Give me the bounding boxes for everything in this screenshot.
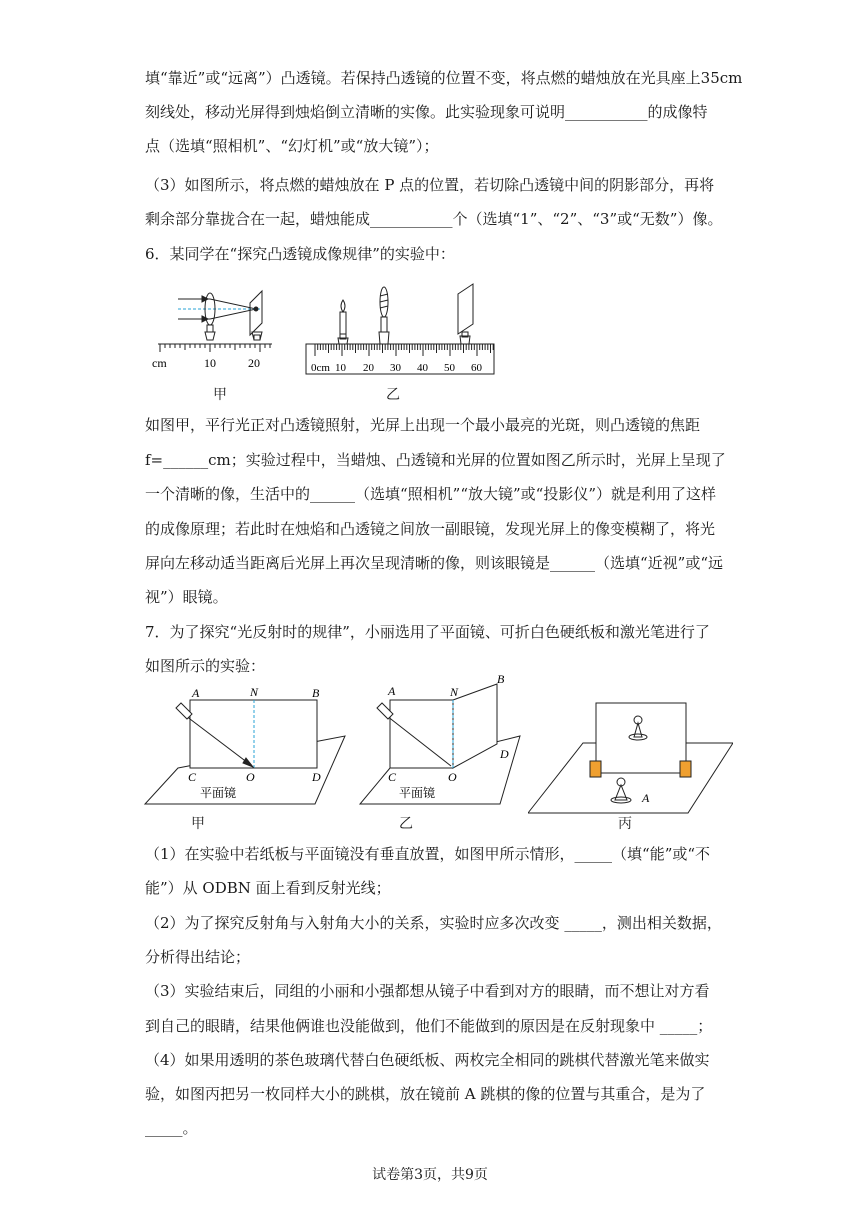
figure-7-jia — [140, 680, 360, 810]
text-line-2: 刻线处，移动光屏得到烛焰倒立清晰的实像。此实验现象可说明___________的成像特 — [145, 103, 708, 121]
question-7-title: 7．为了探究“光反射时的规律”，小丽选用了平面镜、可折白色硬纸板和激光笔进行了 — [145, 623, 710, 641]
label-B: B — [497, 672, 505, 686]
text-line-17: 分析得出结论； — [145, 948, 251, 966]
text-line-21: 验，如图丙把另一枚同样大小的跳棋，放在镜前 A 跳棋的像的位置与其重合，是为了 — [145, 1085, 706, 1103]
text-line-7: f=______cm；实验过程中，当蜡烛、凸透镜和光屏的位置如图乙所示时，光屏上呈现了 — [145, 451, 726, 469]
text-line-14: （1）在实验中若纸板与平面镜没有垂直放置，如图甲所示情形，_____（填“能”或“不 — [145, 845, 711, 863]
figure-6-yi-caption: 乙 — [386, 387, 400, 403]
label-A: A — [388, 684, 396, 698]
text-line-22: _____。 — [145, 1119, 198, 1137]
text-line-15: 能”）从 ODBN 面上看到反射光线； — [145, 879, 391, 897]
figure-7-jia-caption: 甲 — [191, 816, 205, 832]
page-footer: 试卷第3页，共9页 — [372, 1167, 488, 1183]
text-line-8: 一个清晰的像，生活中的______（选填“照相机”“放大镜”或“投影仪”）就是利用了这样 — [145, 485, 717, 503]
text-line-4: （3）如图所示，将点燃的蜡烛放在 P 点的位置，若切除凸透镜中间的阴影部分，再将 — [145, 176, 715, 194]
text-line-1: 填“靠近”或“远离”）凸透镜。若保持凸透镜的位置不变，将点燃的蜡烛放在光具座上35cm — [145, 69, 743, 87]
ruler-tick-50: 50 — [444, 362, 455, 374]
text-line-20: （4）如果用透明的茶色玻璃代替白色硬纸板、两枚完全相同的跳棋代替激光笔来做实 — [145, 1051, 710, 1069]
ruler-tick-60: 60 — [471, 362, 482, 374]
label-N: N — [250, 685, 259, 699]
ruler-tick-20: 20 — [248, 356, 260, 370]
ruler-tick-10: 10 — [335, 362, 346, 374]
label-D: D — [312, 770, 321, 784]
label-N: N — [450, 685, 459, 699]
question-6-title: 6．某同学在“探究凸透镜成像规律”的实验中： — [145, 245, 455, 263]
figure-7-bing-caption: 丙 — [618, 816, 632, 832]
text-line-9: 的成像原理；若此时在烛焰和凸透镜之间放一副眼镜，发现光屏上的像变模糊了，将光 — [145, 520, 716, 538]
text-line-6: 如图甲，平行光正对凸透镜照射，光屏上出现一个最小最亮的光斑，则凸透镜的焦距 — [145, 416, 701, 434]
label-C: C — [188, 770, 197, 784]
ruler-tick-10: 10 — [204, 356, 216, 370]
text-line-18: （3）实验结束后，同组的小丽和小强都想从镜子中看到对方的眼睛，而不想让对方看 — [145, 982, 710, 1000]
mirror-label: 平面镜 — [200, 786, 237, 800]
figure-7-bing — [528, 695, 733, 815]
text-line-5: 剩余部分靠拢合在一起，蜡烛能成___________个（选填“1”、“2”、“3”或“无数”）像。 — [145, 210, 723, 228]
figure-7-yi — [355, 672, 530, 810]
label-O: O — [448, 770, 457, 784]
label-B: B — [312, 686, 320, 700]
text-line-11: 视”）眼镜。 — [145, 588, 228, 606]
text-line-16: （2）为了探究反射角与入射角大小的关系，实验时应多次改变 _____，测出相关数据， — [145, 914, 722, 932]
text-line-19: 到自己的眼睛，结果他俩谁也没能做到，他们不能做到的原因是在反射现象中 _____； — [145, 1017, 713, 1035]
mirror-label: 平面镜 — [399, 786, 436, 800]
label-A: A — [192, 686, 200, 700]
label-C: C — [388, 770, 397, 784]
label-O: O — [246, 770, 255, 784]
figure-6-jia-caption: 甲 — [213, 387, 227, 403]
ruler-tick-20: 20 — [363, 362, 374, 374]
text-line-10: 屏向左移动适当距离后光屏上再次呈现清晰的像，则该眼镜是______（选填“近视”或“远 — [145, 554, 724, 572]
label-D: D — [500, 747, 509, 761]
figure-6-yi — [303, 282, 498, 378]
figure-7-yi-caption: 乙 — [399, 816, 413, 832]
figure-6-jia — [150, 285, 280, 385]
ruler-tick-30: 30 — [390, 362, 401, 374]
text-line-3: 点（选填“照相机”、“幻灯机”或“放大镜”）； — [145, 137, 439, 155]
ruler-unit-label: cm — [152, 356, 167, 370]
ruler-tick-40: 40 — [417, 362, 428, 374]
piece-label-A: A — [642, 791, 650, 805]
ruler-tick-0cm: 0cm — [311, 362, 330, 374]
text-line-13: 如图所示的实验： — [145, 657, 266, 675]
